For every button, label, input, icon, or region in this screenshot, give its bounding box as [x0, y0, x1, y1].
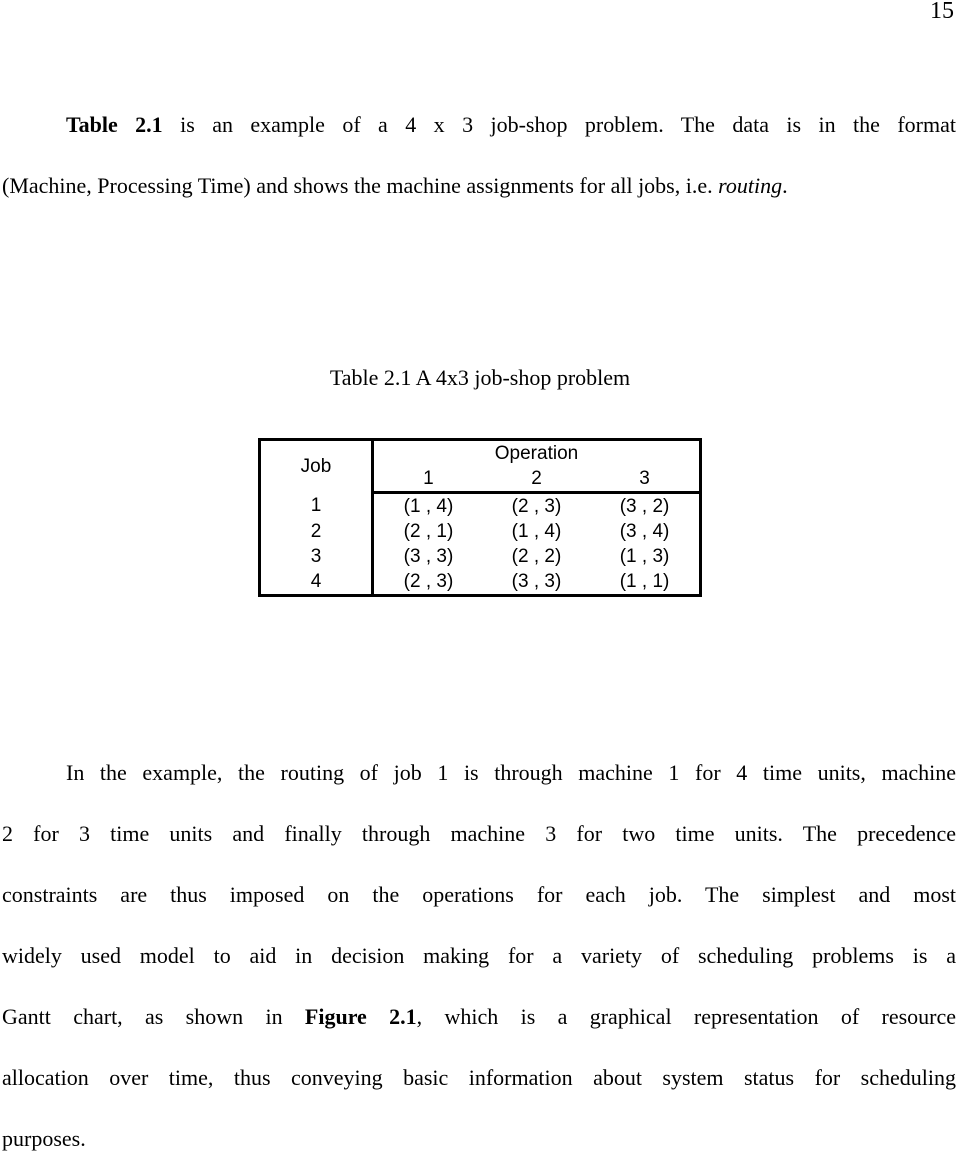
operation-cell: (1 , 4) — [511, 521, 562, 542]
job-id: 4 — [260, 569, 373, 596]
body-line: 2 for 3 time units and finally through machine 3 for two time units. The precedence — [2, 821, 956, 846]
operation-cell: (2 , 3) — [403, 571, 454, 592]
figure-reference: Figure 2.1 — [304, 1004, 417, 1029]
job-id: 2 — [260, 519, 373, 544]
body-line: In the example, the routing of job 1 is through machine 1 for 4 time units, machine — [66, 760, 956, 785]
job-column-header: Job — [260, 440, 373, 493]
table-row — [260, 544, 701, 569]
body-line: constraints are thus imposed on the operations for each job. The simplest and most — [2, 882, 956, 907]
job-shop-table — [258, 438, 702, 597]
operation-cell: (2 , 3) — [511, 496, 562, 517]
table-reference: Table 2.1 — [66, 112, 163, 137]
intro-paragraph — [2, 94, 956, 216]
operation-number: 1 — [373, 466, 483, 493]
operation-header: Operation — [494, 443, 579, 464]
operation-number: 2 — [483, 466, 590, 493]
job-id: 3 — [260, 544, 373, 569]
operation-cell: (3 , 4) — [619, 521, 670, 542]
body-line: purposes. — [2, 1126, 86, 1151]
intro-line-2 — [2, 155, 956, 216]
body-paragraph — [2, 742, 956, 1169]
operation-cell: (3 , 3) — [511, 571, 562, 592]
intro-line-2-end: . — [782, 173, 788, 198]
operation-cell: (1 , 4) — [403, 496, 454, 517]
page-number: 15 — [930, 0, 954, 24]
intro-line-1 — [2, 94, 956, 155]
intro-line-1-text: is an example of a 4 x 3 job-shop problem. The data is in the format — [162, 112, 956, 137]
operation-cell: (2 , 1) — [403, 521, 454, 542]
job-id: 1 — [260, 493, 373, 520]
operation-cell: (3 , 2) — [619, 496, 670, 517]
body-line: widely used model to aid in decision making for a variety of scheduling problems is a — [2, 943, 956, 968]
body-line: allocation over time, thus conveying basic information about system status for scheduling — [2, 1065, 956, 1090]
table-caption: Table 2.1 A 4x3 job-shop problem — [329, 365, 631, 390]
operation-number: 3 — [590, 466, 700, 493]
body-line — [2, 986, 956, 1047]
operation-cell: (1 , 3) — [619, 546, 670, 567]
operation-cell: (3 , 3) — [403, 546, 454, 567]
routing-term: routing — [718, 173, 783, 198]
intro-line-2-text: (Machine, Processing Time) and shows the machine assignments for all jobs, i.e. — [2, 173, 719, 198]
body-line-5-end: , which is a graphical representation of resource — [416, 1004, 957, 1029]
table-row — [260, 569, 701, 596]
operation-cell: (1 , 1) — [619, 571, 670, 592]
table-row — [260, 519, 701, 544]
body-line-5-start: Gantt chart, as shown in — [2, 1004, 305, 1029]
operation-cell: (2 , 2) — [511, 546, 562, 567]
table-row — [260, 493, 701, 520]
